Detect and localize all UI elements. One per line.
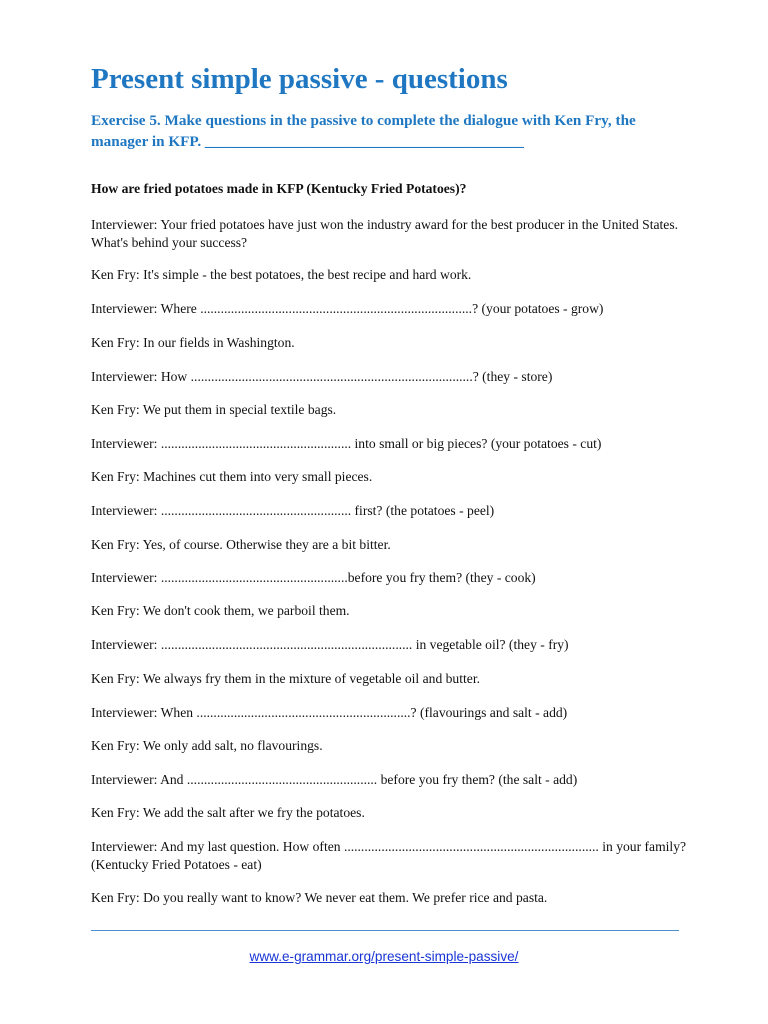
dialogue-line: Ken Fry: In our fields in Washington. — [91, 335, 295, 350]
dialogue-line: Interviewer: Where ................................................................................? (your potatoes - grow) — [91, 301, 604, 316]
footer-link[interactable]: www.e-grammar.org/present-simple-passive/ — [249, 949, 519, 964]
question-heading: How are fried potatoes made in KFP (Kentucky Fried Potatoes)? — [91, 181, 467, 196]
dialogue-line: Interviewer: ........................................................ first? (the potatoes - peel) — [91, 503, 495, 518]
footer-divider — [91, 930, 679, 931]
exercise-prompt: Exercise 5. Make questions in the passive to complete the dialogue with Ken Fry, the manager in KFP. __________________________________________ — [91, 112, 636, 150]
dialogue-line: Ken Fry: It's simple - the best potatoes, the best recipe and hard work. — [91, 267, 472, 282]
dialogue-line: Interviewer: Your fried potatoes have just won the industry award for the best producer in the United States. What's behind your success? — [91, 217, 679, 250]
dialogue-line: Ken Fry: We add the salt after we fry the potatoes. — [91, 805, 365, 820]
dialogue-line: Interviewer: And ........................................................ before you fry them? (the salt - add) — [91, 772, 578, 787]
dialogue-line: Ken Fry: Yes, of course. Otherwise they are a bit bitter. — [91, 537, 391, 552]
dialogue-line: Interviewer: How ...................................................................................? (they - store) — [91, 369, 553, 384]
dialogue-line: Ken Fry: We don't cook them, we parboil them. — [91, 603, 350, 618]
dialogue-line: Interviewer: ........................................................ into small or big pieces? (your potatoes - cut) — [91, 436, 602, 451]
page-title: Present simple passive - questions — [91, 63, 508, 95]
dialogue-line: Interviewer: When ...............................................................? (flavourings and salt - add) — [91, 705, 568, 720]
dialogue-line: Ken Fry: We only add salt, no flavourings. — [91, 738, 323, 753]
dialogue-line: Interviewer: .......................................................................... in vegetable oil? (they - fry) — [91, 637, 569, 652]
dialogue-line: Interviewer: .......................................................before you fry them? (they - cook) — [91, 570, 536, 585]
dialogue-line: Ken Fry: Do you really want to know? We never eat them. We prefer rice and pasta. — [91, 890, 548, 905]
dialogue-line: Ken Fry: Machines cut them into very small pieces. — [91, 469, 373, 484]
dialogue-line: Interviewer: And my last question. How often ........................................................................... in your family? (Kentucky Fried Potatoes - eat) — [91, 839, 687, 872]
dialogue-line: Ken Fry: We put them in special textile bags. — [91, 402, 337, 417]
dialogue-line: Ken Fry: We always fry them in the mixture of vegetable oil and butter. — [91, 671, 480, 686]
